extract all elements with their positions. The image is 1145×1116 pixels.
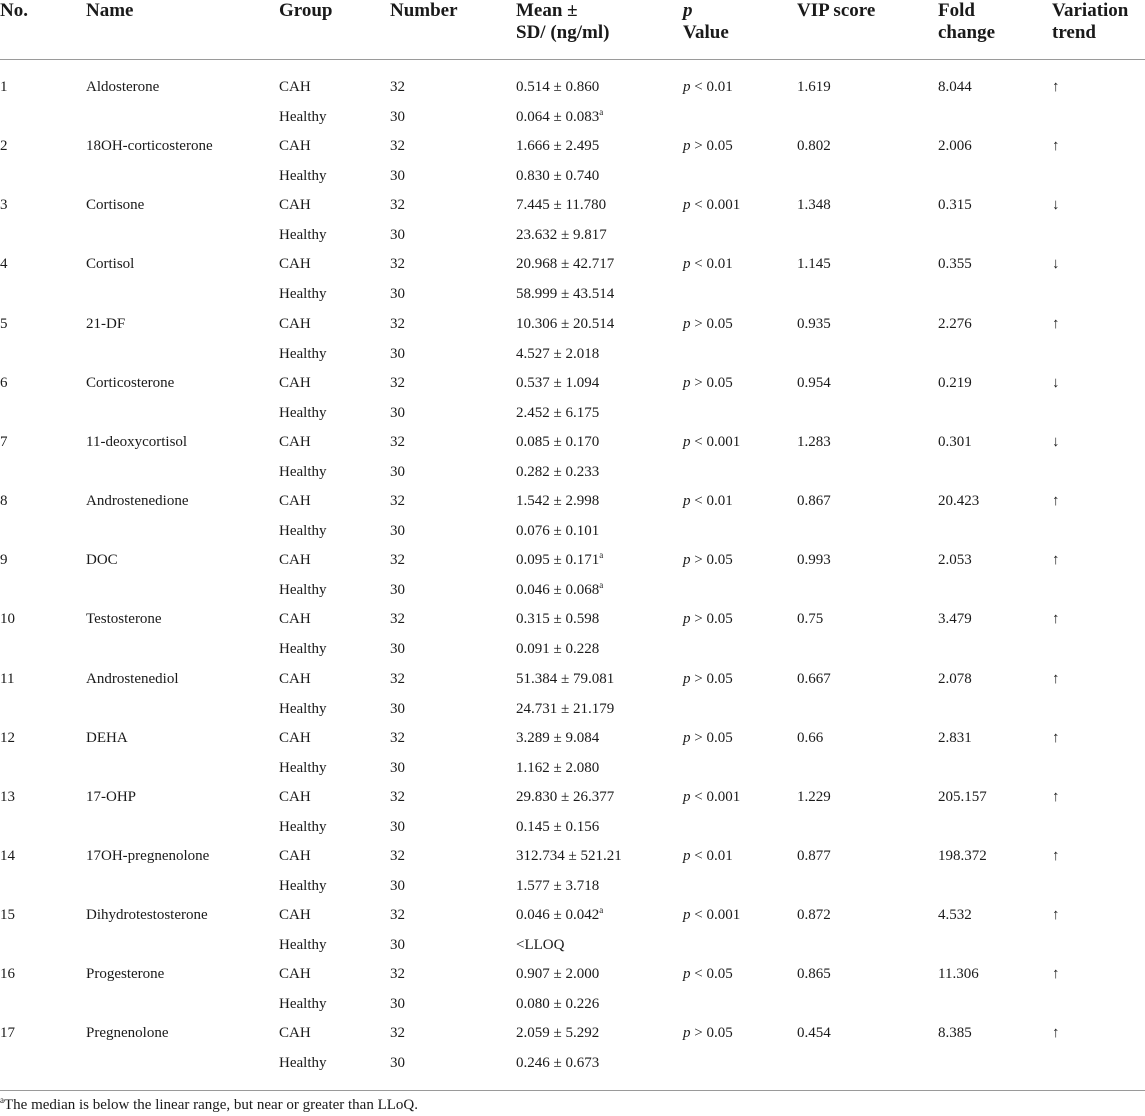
cell-number-healthy: 30 xyxy=(390,109,405,125)
cell-vip-score: 1.348 xyxy=(797,197,831,213)
cell-name: Androstenediol xyxy=(86,671,179,687)
header-p-value: p Value xyxy=(683,0,729,43)
cell-mean-healthy: 1.162 ± 2.080 xyxy=(516,760,600,776)
cell-mean-healthy: 0.064 ± 0.083$^a$ xyxy=(516,107,604,125)
cell-mean-healthy: 58.999 ± 43.514 xyxy=(516,286,615,302)
cell-mean-healthy: 0.091 ± 0.228 xyxy=(516,641,600,657)
cell-trend-arrow: ↑ xyxy=(1052,611,1060,627)
cell-p-value: p > 0.05 xyxy=(683,316,733,332)
cell-number-healthy: 30 xyxy=(390,760,405,776)
cell-number-cah: 32 xyxy=(390,966,405,982)
cell-group-cah: CAH xyxy=(279,552,311,568)
header-rule xyxy=(0,59,1145,60)
cell-mean-cah: 0.537 ± 1.094 xyxy=(516,375,600,391)
cell-number-cah: 32 xyxy=(390,316,405,332)
cell-mean-healthy: 0.830 ± 0.740 xyxy=(516,168,600,184)
cell-number-cah: 32 xyxy=(390,256,405,272)
cell-name: 17-OHP xyxy=(86,789,137,805)
cell-no: 12 xyxy=(0,730,15,746)
cell-fold-change: 8.044 xyxy=(938,79,972,95)
cell-mean-cah: 3.289 ± 9.084 xyxy=(516,730,600,746)
cell-name: Androstenedione xyxy=(86,493,189,509)
cell-number-healthy: 30 xyxy=(390,878,405,894)
cell-vip-score: 1.619 xyxy=(797,79,831,95)
cell-mean-healthy: <LLOQ xyxy=(516,937,565,953)
cell-group-cah: CAH xyxy=(279,79,311,95)
cell-vip-score: 0.954 xyxy=(797,375,831,391)
cell-number-cah: 32 xyxy=(390,1025,405,1041)
cell-name: Pregnenolone xyxy=(86,1025,169,1041)
cell-mean-cah: 1.666 ± 2.495 xyxy=(516,138,600,154)
cell-group-healthy: Healthy xyxy=(279,760,327,776)
cell-p-value: p > 0.05 xyxy=(683,138,733,154)
cell-fold-change: 0.219 xyxy=(938,375,972,391)
cell-name: 21-DF xyxy=(86,316,126,332)
cell-mean-healthy: 0.076 ± 0.101 xyxy=(516,523,600,539)
cell-number-cah: 32 xyxy=(390,730,405,746)
cell-name: Dihydrotestosterone xyxy=(86,907,208,923)
cell-vip-score: 0.877 xyxy=(797,848,831,864)
cell-vip-score: 0.454 xyxy=(797,1025,831,1041)
cell-mean-healthy: 0.282 ± 0.233 xyxy=(516,464,600,480)
cell-group-healthy: Healthy xyxy=(279,227,327,243)
cell-trend-arrow: ↑ xyxy=(1052,730,1060,746)
cell-p-value: p > 0.05 xyxy=(683,552,733,568)
cell-name: 11-deoxycortisol xyxy=(86,434,188,450)
cell-group-healthy: Healthy xyxy=(279,582,327,598)
cell-mean-cah: 0.514 ± 0.860 xyxy=(516,79,600,95)
cell-trend-arrow: ↑ xyxy=(1052,848,1060,864)
cell-vip-score: 0.75 xyxy=(797,611,824,627)
cell-fold-change: 2.006 xyxy=(938,138,972,154)
cell-trend-arrow: ↑ xyxy=(1052,552,1060,568)
cell-p-value: p > 0.05 xyxy=(683,1025,733,1041)
cell-number-healthy: 30 xyxy=(390,582,405,598)
cell-name: Progesterone xyxy=(86,966,165,982)
cell-name: Cortisol xyxy=(86,256,135,272)
cell-mean-cah: 0.095 ± 0.171$^a$ xyxy=(516,550,604,568)
cell-mean-cah: 0.315 ± 0.598 xyxy=(516,611,600,627)
cell-group-cah: CAH xyxy=(279,493,311,509)
cell-group-healthy: Healthy xyxy=(279,819,327,835)
cell-number-cah: 32 xyxy=(390,79,405,95)
cell-number-healthy: 30 xyxy=(390,996,405,1012)
cell-vip-score: 0.867 xyxy=(797,493,831,509)
cell-group-cah: CAH xyxy=(279,789,311,805)
cell-mean-cah: 312.734 ± 521.21 xyxy=(516,848,622,864)
cell-vip-score: 0.667 xyxy=(797,671,831,687)
cell-fold-change: 0.355 xyxy=(938,256,972,272)
cell-fold-change: 198.372 xyxy=(938,848,987,864)
cell-number-cah: 32 xyxy=(390,375,405,391)
cell-group-cah: CAH xyxy=(279,375,311,391)
cell-no: 15 xyxy=(0,907,15,923)
cell-name: DEHA xyxy=(86,730,128,746)
cell-number-cah: 32 xyxy=(390,493,405,509)
cell-no: 13 xyxy=(0,789,15,805)
cell-fold-change: 0.315 xyxy=(938,197,972,213)
cell-p-value: p > 0.05 xyxy=(683,375,733,391)
cell-name: 18OH-corticosterone xyxy=(86,138,213,154)
cell-group-healthy: Healthy xyxy=(279,346,327,362)
cell-trend-arrow: ↑ xyxy=(1052,138,1060,154)
cell-mean-cah: 2.059 ± 5.292 xyxy=(516,1025,600,1041)
cell-no: 10 xyxy=(0,611,15,627)
cell-trend-arrow: ↑ xyxy=(1052,671,1060,687)
cell-mean-cah: 7.445 ± 11.780 xyxy=(516,197,607,213)
cell-mean-cah: 29.830 ± 26.377 xyxy=(516,789,615,805)
cell-group-healthy: Healthy xyxy=(279,464,327,480)
cell-number-healthy: 30 xyxy=(390,346,405,362)
cell-mean-healthy: 1.577 ± 3.718 xyxy=(516,878,600,894)
cell-number-healthy: 30 xyxy=(390,641,405,657)
cell-p-value: p < 0.01 xyxy=(683,848,733,864)
cell-number-cah: 32 xyxy=(390,197,405,213)
footnote-mark: a xyxy=(599,550,604,560)
cell-no: 6 xyxy=(0,375,8,391)
cell-name: Cortisone xyxy=(86,197,145,213)
cell-no: 3 xyxy=(0,197,8,213)
cell-p-value: p > 0.05 xyxy=(683,671,733,687)
cell-fold-change: 2.053 xyxy=(938,552,972,568)
cell-fold-change: 8.385 xyxy=(938,1025,972,1041)
cell-trend-arrow: ↑ xyxy=(1052,316,1060,332)
cell-no: 8 xyxy=(0,493,8,509)
cell-p-value: p < 0.001 xyxy=(683,907,741,923)
cell-mean-cah: 0.907 ± 2.000 xyxy=(516,966,600,982)
cell-number-cah: 32 xyxy=(390,552,405,568)
cell-vip-score: 0.872 xyxy=(797,907,831,923)
header-fold-change: Fold change xyxy=(938,0,995,43)
cell-vip-score: 1.283 xyxy=(797,434,831,450)
table-header xyxy=(0,0,1145,60)
cell-mean-cah: 51.384 ± 79.081 xyxy=(516,671,615,687)
cell-fold-change: 2.078 xyxy=(938,671,972,687)
cell-group-healthy: Healthy xyxy=(279,937,327,953)
cell-no: 1 xyxy=(0,79,8,95)
cell-mean-healthy: 2.452 ± 6.175 xyxy=(516,405,600,421)
cell-trend-arrow: ↑ xyxy=(1052,79,1060,95)
footnote: $^a$The median is below the linear range, but near or greater than LLoQ. xyxy=(0,1095,419,1113)
cell-mean-healthy: 4.527 ± 2.018 xyxy=(516,346,600,362)
header-mean-sd: Mean ± SD/ (ng/ml) xyxy=(516,0,610,43)
cell-group-healthy: Healthy xyxy=(279,405,327,421)
cell-number-healthy: 30 xyxy=(390,701,405,717)
cell-fold-change: 3.479 xyxy=(938,611,972,627)
cell-vip-score: 0.66 xyxy=(797,730,824,746)
cell-name: Aldosterone xyxy=(86,79,160,95)
cell-mean-healthy: 0.046 ± 0.068$^a$ xyxy=(516,580,604,598)
cell-group-healthy: Healthy xyxy=(279,1055,327,1071)
cell-group-cah: CAH xyxy=(279,316,311,332)
cell-no: 14 xyxy=(0,848,15,864)
bottom-rule xyxy=(0,1090,1145,1091)
cell-group-cah: CAH xyxy=(279,1025,311,1041)
cell-name: DOC xyxy=(86,552,118,568)
cell-no: 17 xyxy=(0,1025,15,1041)
cell-p-value: p < 0.01 xyxy=(683,256,733,272)
cell-p-value: p > 0.05 xyxy=(683,730,733,746)
cell-number-healthy: 30 xyxy=(390,405,405,421)
cell-group-healthy: Healthy xyxy=(279,996,327,1012)
header-number: Number xyxy=(390,0,458,21)
cell-mean-healthy: 0.246 ± 0.673 xyxy=(516,1055,600,1071)
footnote-mark: a xyxy=(599,107,604,117)
cell-trend-arrow: ↑ xyxy=(1052,789,1060,805)
cell-fold-change: 2.276 xyxy=(938,316,972,332)
cell-mean-healthy: 23.632 ± 9.817 xyxy=(516,227,607,243)
header-group: Group xyxy=(279,0,333,21)
cell-group-cah: CAH xyxy=(279,966,311,982)
header-no: No. xyxy=(0,0,28,21)
cell-fold-change: 4.532 xyxy=(938,907,972,923)
cell-mean-cah: 0.085 ± 0.170 xyxy=(516,434,600,450)
cell-number-healthy: 30 xyxy=(390,523,405,539)
cell-number-healthy: 30 xyxy=(390,168,405,184)
cell-number-healthy: 30 xyxy=(390,937,405,953)
cell-group-cah: CAH xyxy=(279,848,311,864)
cell-trend-arrow: ↑ xyxy=(1052,493,1060,509)
cell-number-healthy: 30 xyxy=(390,1055,405,1071)
cell-no: 7 xyxy=(0,434,8,450)
cell-mean-cah: 10.306 ± 20.514 xyxy=(516,316,615,332)
cell-no: 4 xyxy=(0,256,8,272)
cell-number-healthy: 30 xyxy=(390,464,405,480)
cell-name: 17OH-pregnenolone xyxy=(86,848,210,864)
header-name: Name xyxy=(86,0,134,21)
footnote-mark: a xyxy=(599,580,604,590)
cell-trend-arrow: ↓ xyxy=(1052,197,1060,213)
cell-vip-score: 1.145 xyxy=(797,256,831,272)
cell-no: 16 xyxy=(0,966,15,982)
cell-p-value: p > 0.05 xyxy=(683,611,733,627)
cell-group-healthy: Healthy xyxy=(279,641,327,657)
cell-group-healthy: Healthy xyxy=(279,109,327,125)
cell-mean-cah: 20.968 ± 42.717 xyxy=(516,256,615,272)
cell-group-healthy: Healthy xyxy=(279,168,327,184)
cell-mean-healthy: 24.731 ± 21.179 xyxy=(516,701,615,717)
cell-group-cah: CAH xyxy=(279,611,311,627)
cell-trend-arrow: ↑ xyxy=(1052,966,1060,982)
cell-group-cah: CAH xyxy=(279,197,311,213)
cell-trend-arrow: ↓ xyxy=(1052,256,1060,272)
cell-number-cah: 32 xyxy=(390,611,405,627)
cell-fold-change: 2.831 xyxy=(938,730,972,746)
cell-no: 2 xyxy=(0,138,8,154)
cell-vip-score: 1.229 xyxy=(797,789,831,805)
cell-fold-change: 205.157 xyxy=(938,789,987,805)
cell-number-healthy: 30 xyxy=(390,227,405,243)
cell-number-cah: 32 xyxy=(390,848,405,864)
cell-number-healthy: 30 xyxy=(390,286,405,302)
cell-p-value: p < 0.001 xyxy=(683,789,741,805)
cell-group-cah: CAH xyxy=(279,671,311,687)
cell-trend-arrow: ↓ xyxy=(1052,434,1060,450)
cell-no: 9 xyxy=(0,552,8,568)
cell-group-cah: CAH xyxy=(279,434,311,450)
cell-p-value: p < 0.001 xyxy=(683,434,741,450)
cell-fold-change: 0.301 xyxy=(938,434,972,450)
cell-no: 5 xyxy=(0,316,8,332)
header-variation-trend: Variation trend xyxy=(1052,0,1129,43)
cell-number-cah: 32 xyxy=(390,434,405,450)
cell-no: 11 xyxy=(0,671,15,687)
cell-group-healthy: Healthy xyxy=(279,878,327,894)
cell-group-healthy: Healthy xyxy=(279,701,327,717)
cell-fold-change: 11.306 xyxy=(938,966,979,982)
cell-vip-score: 0.802 xyxy=(797,138,831,154)
cell-trend-arrow: ↓ xyxy=(1052,375,1060,391)
header-vip-score: VIP score xyxy=(797,0,876,21)
footnote-mark: a xyxy=(599,905,604,915)
cell-vip-score: 0.935 xyxy=(797,316,831,332)
cell-p-value: p < 0.01 xyxy=(683,79,733,95)
cell-name: Corticosterone xyxy=(86,375,175,391)
cell-group-cah: CAH xyxy=(279,256,311,272)
cell-fold-change: 20.423 xyxy=(938,493,980,509)
cell-trend-arrow: ↑ xyxy=(1052,1025,1060,1041)
cell-mean-cah: 0.046 ± 0.042$^a$ xyxy=(516,905,604,923)
cell-number-cah: 32 xyxy=(390,671,405,687)
cell-group-healthy: Healthy xyxy=(279,523,327,539)
cell-number-cah: 32 xyxy=(390,138,405,154)
cell-mean-healthy: 0.080 ± 0.226 xyxy=(516,996,600,1012)
cell-p-value: p < 0.05 xyxy=(683,966,733,982)
cell-p-value: p < 0.01 xyxy=(683,493,733,509)
cell-number-cah: 32 xyxy=(390,789,405,805)
cell-vip-score: 0.865 xyxy=(797,966,831,982)
cell-number-healthy: 30 xyxy=(390,819,405,835)
cell-group-healthy: Healthy xyxy=(279,286,327,302)
cell-group-cah: CAH xyxy=(279,138,311,154)
cell-mean-cah: 1.542 ± 2.998 xyxy=(516,493,600,509)
cell-vip-score: 0.993 xyxy=(797,552,831,568)
cell-mean-healthy: 0.145 ± 0.156 xyxy=(516,819,600,835)
cell-name: Testosterone xyxy=(86,611,162,627)
cell-number-cah: 32 xyxy=(390,907,405,923)
cell-group-cah: CAH xyxy=(279,730,311,746)
cell-p-value: p < 0.001 xyxy=(683,197,741,213)
cell-trend-arrow: ↑ xyxy=(1052,907,1060,923)
cell-group-cah: CAH xyxy=(279,907,311,923)
